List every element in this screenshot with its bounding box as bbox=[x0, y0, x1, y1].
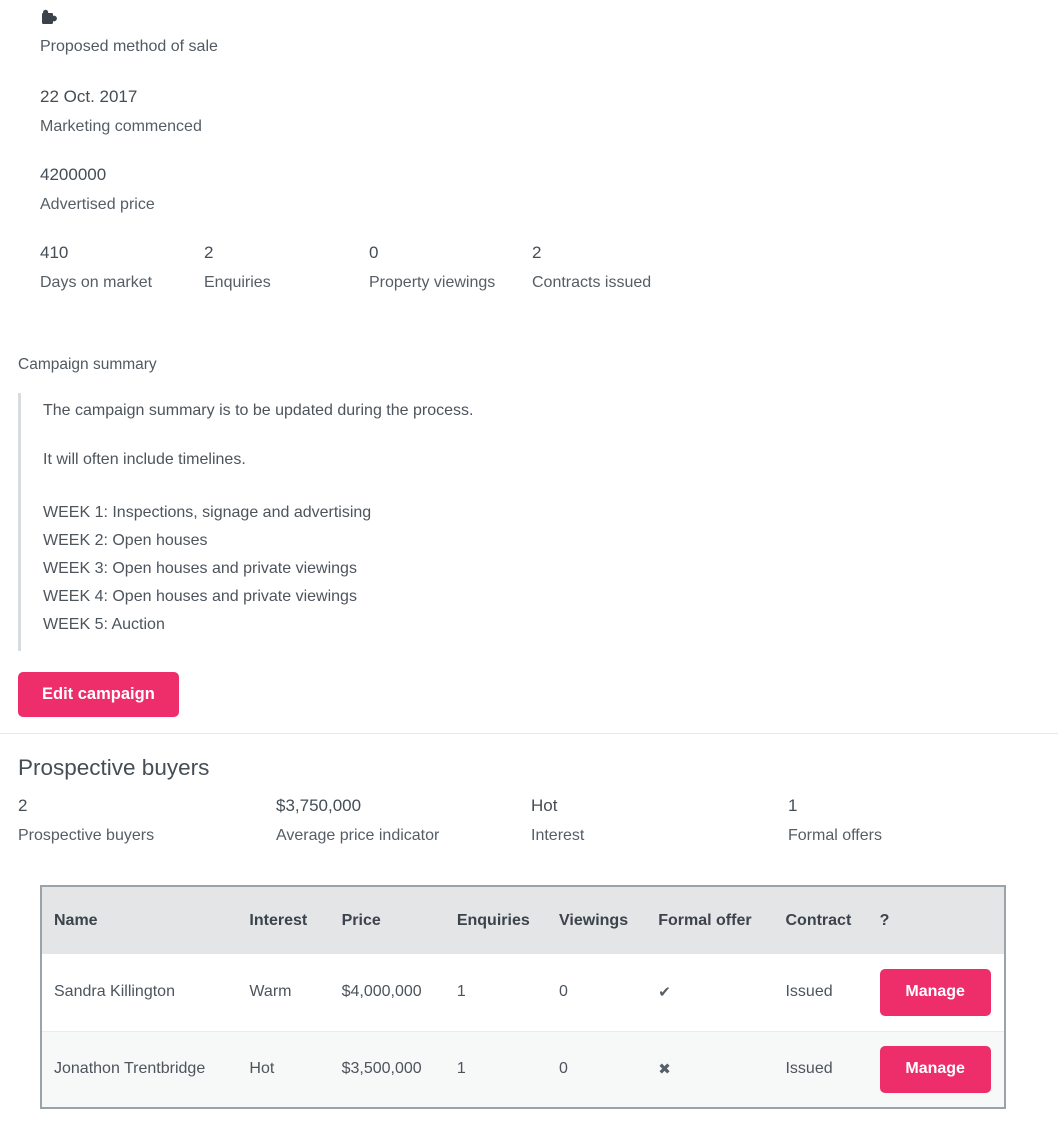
stat-label: Property viewings bbox=[369, 274, 496, 291]
campaign-summary-section bbox=[0, 356, 1058, 717]
stat-value: 2 bbox=[204, 243, 214, 262]
prospective-buyers-table bbox=[40, 885, 1006, 1109]
cell-formal-offer bbox=[648, 1031, 775, 1108]
cell-price: $4,000,000 bbox=[341, 983, 422, 1001]
edit-campaign-button[interactable]: Edit campaign bbox=[18, 672, 179, 717]
stat-prospective-buyers bbox=[18, 796, 276, 845]
section-divider bbox=[0, 733, 1058, 734]
campaign-summary-text bbox=[18, 393, 1058, 651]
cell-name: Jonathon Trentbridge bbox=[54, 1060, 206, 1078]
cell-action bbox=[870, 1031, 1005, 1108]
stat-average-price-indicator bbox=[276, 796, 531, 845]
prospective-buyers-section bbox=[0, 755, 1058, 1109]
stat-label: Days on market bbox=[40, 274, 153, 291]
stat-value: 1 bbox=[788, 796, 798, 815]
cell-viewings: 0 bbox=[559, 1060, 568, 1078]
header-viewings: Viewings bbox=[549, 886, 648, 954]
summary-week-line: WEEK 4: Open houses and private viewings bbox=[43, 588, 357, 605]
summary-weeks bbox=[43, 499, 1058, 639]
stat-interest bbox=[531, 796, 788, 845]
summary-week-line: WEEK 1: Inspections, signage and advertising bbox=[43, 504, 372, 521]
advertised-price-value: 4200000 bbox=[40, 165, 107, 184]
stat-label: Interest bbox=[531, 827, 585, 844]
cell-action bbox=[870, 954, 1005, 1031]
cell-interest: Hot bbox=[249, 1060, 275, 1078]
buyers-stats-row bbox=[0, 796, 1058, 845]
stat-enquiries bbox=[204, 243, 369, 292]
stat-value: 2 bbox=[18, 796, 28, 815]
method-of-sale-label: Proposed method of sale bbox=[40, 38, 218, 55]
stat-label: Contracts issued bbox=[532, 274, 652, 291]
puzzle-icon bbox=[40, 9, 1058, 29]
marketing-commenced-field bbox=[40, 87, 1058, 136]
check-icon: ✔ bbox=[658, 982, 671, 1001]
cell-interest: Warm bbox=[249, 983, 292, 1001]
advertised-price-label: Advertised price bbox=[40, 196, 155, 213]
campaign-summary-label: Campaign summary bbox=[18, 356, 157, 373]
header-interest: Interest bbox=[239, 886, 331, 954]
advertised-price-field bbox=[40, 165, 1058, 214]
summary-week-line: WEEK 2: Open houses bbox=[43, 532, 208, 549]
stat-days-on-market bbox=[40, 243, 204, 292]
stat-contracts-issued bbox=[532, 243, 651, 292]
stat-value: 410 bbox=[40, 243, 69, 262]
summary-paragraph: It will often include timelines. bbox=[43, 451, 246, 468]
stat-value: Hot bbox=[531, 796, 558, 815]
campaign-stats-row bbox=[40, 243, 1058, 292]
cross-icon: ✖ bbox=[658, 1059, 671, 1078]
cell-viewings: 0 bbox=[559, 983, 568, 1001]
cell-contract: Issued bbox=[785, 1060, 833, 1078]
stat-label: Enquiries bbox=[204, 274, 271, 291]
summary-week-line: WEEK 3: Open houses and private viewings bbox=[43, 560, 357, 577]
stat-value: 0 bbox=[369, 243, 379, 262]
cell-price: $3,500,000 bbox=[341, 1060, 422, 1078]
header-price: Price bbox=[332, 886, 447, 954]
summary-paragraph: The campaign summary is to be updated during the process. bbox=[43, 402, 474, 419]
cell-enquiries: 1 bbox=[456, 983, 466, 1001]
header-help[interactable]: ? bbox=[870, 886, 1005, 954]
campaign-overview-section bbox=[0, 0, 1058, 292]
cell-contract: Issued bbox=[785, 983, 833, 1001]
summary-week-line: WEEK 5: Auction bbox=[43, 616, 165, 633]
manage-button[interactable]: Manage bbox=[880, 969, 991, 1016]
table-header-row bbox=[41, 886, 1005, 954]
header-formal-offer: Formal offer bbox=[648, 886, 775, 954]
table-row bbox=[41, 954, 1005, 1031]
stat-value: 2 bbox=[532, 243, 542, 262]
cell-enquiries: 1 bbox=[456, 1060, 466, 1078]
header-name: Name bbox=[41, 886, 239, 954]
table-row bbox=[41, 1031, 1005, 1108]
cell-name: Sandra Killington bbox=[54, 983, 175, 1001]
manage-button[interactable]: Manage bbox=[880, 1046, 991, 1093]
marketing-commenced-label: Marketing commenced bbox=[40, 118, 202, 135]
header-enquiries: Enquiries bbox=[447, 886, 549, 954]
stat-label: Prospective buyers bbox=[18, 827, 155, 844]
header-contract: Contract bbox=[775, 886, 869, 954]
cell-formal-offer bbox=[648, 954, 775, 1031]
marketing-commenced-value: 22 Oct. 2017 bbox=[40, 87, 138, 106]
stat-label: Formal offers bbox=[788, 827, 882, 844]
prospective-buyers-heading: Prospective buyers bbox=[18, 755, 210, 780]
stat-formal-offers bbox=[788, 796, 882, 845]
stat-label: Average price indicator bbox=[276, 827, 440, 844]
stat-value: $3,750,000 bbox=[276, 796, 362, 815]
stat-property-viewings bbox=[369, 243, 532, 292]
